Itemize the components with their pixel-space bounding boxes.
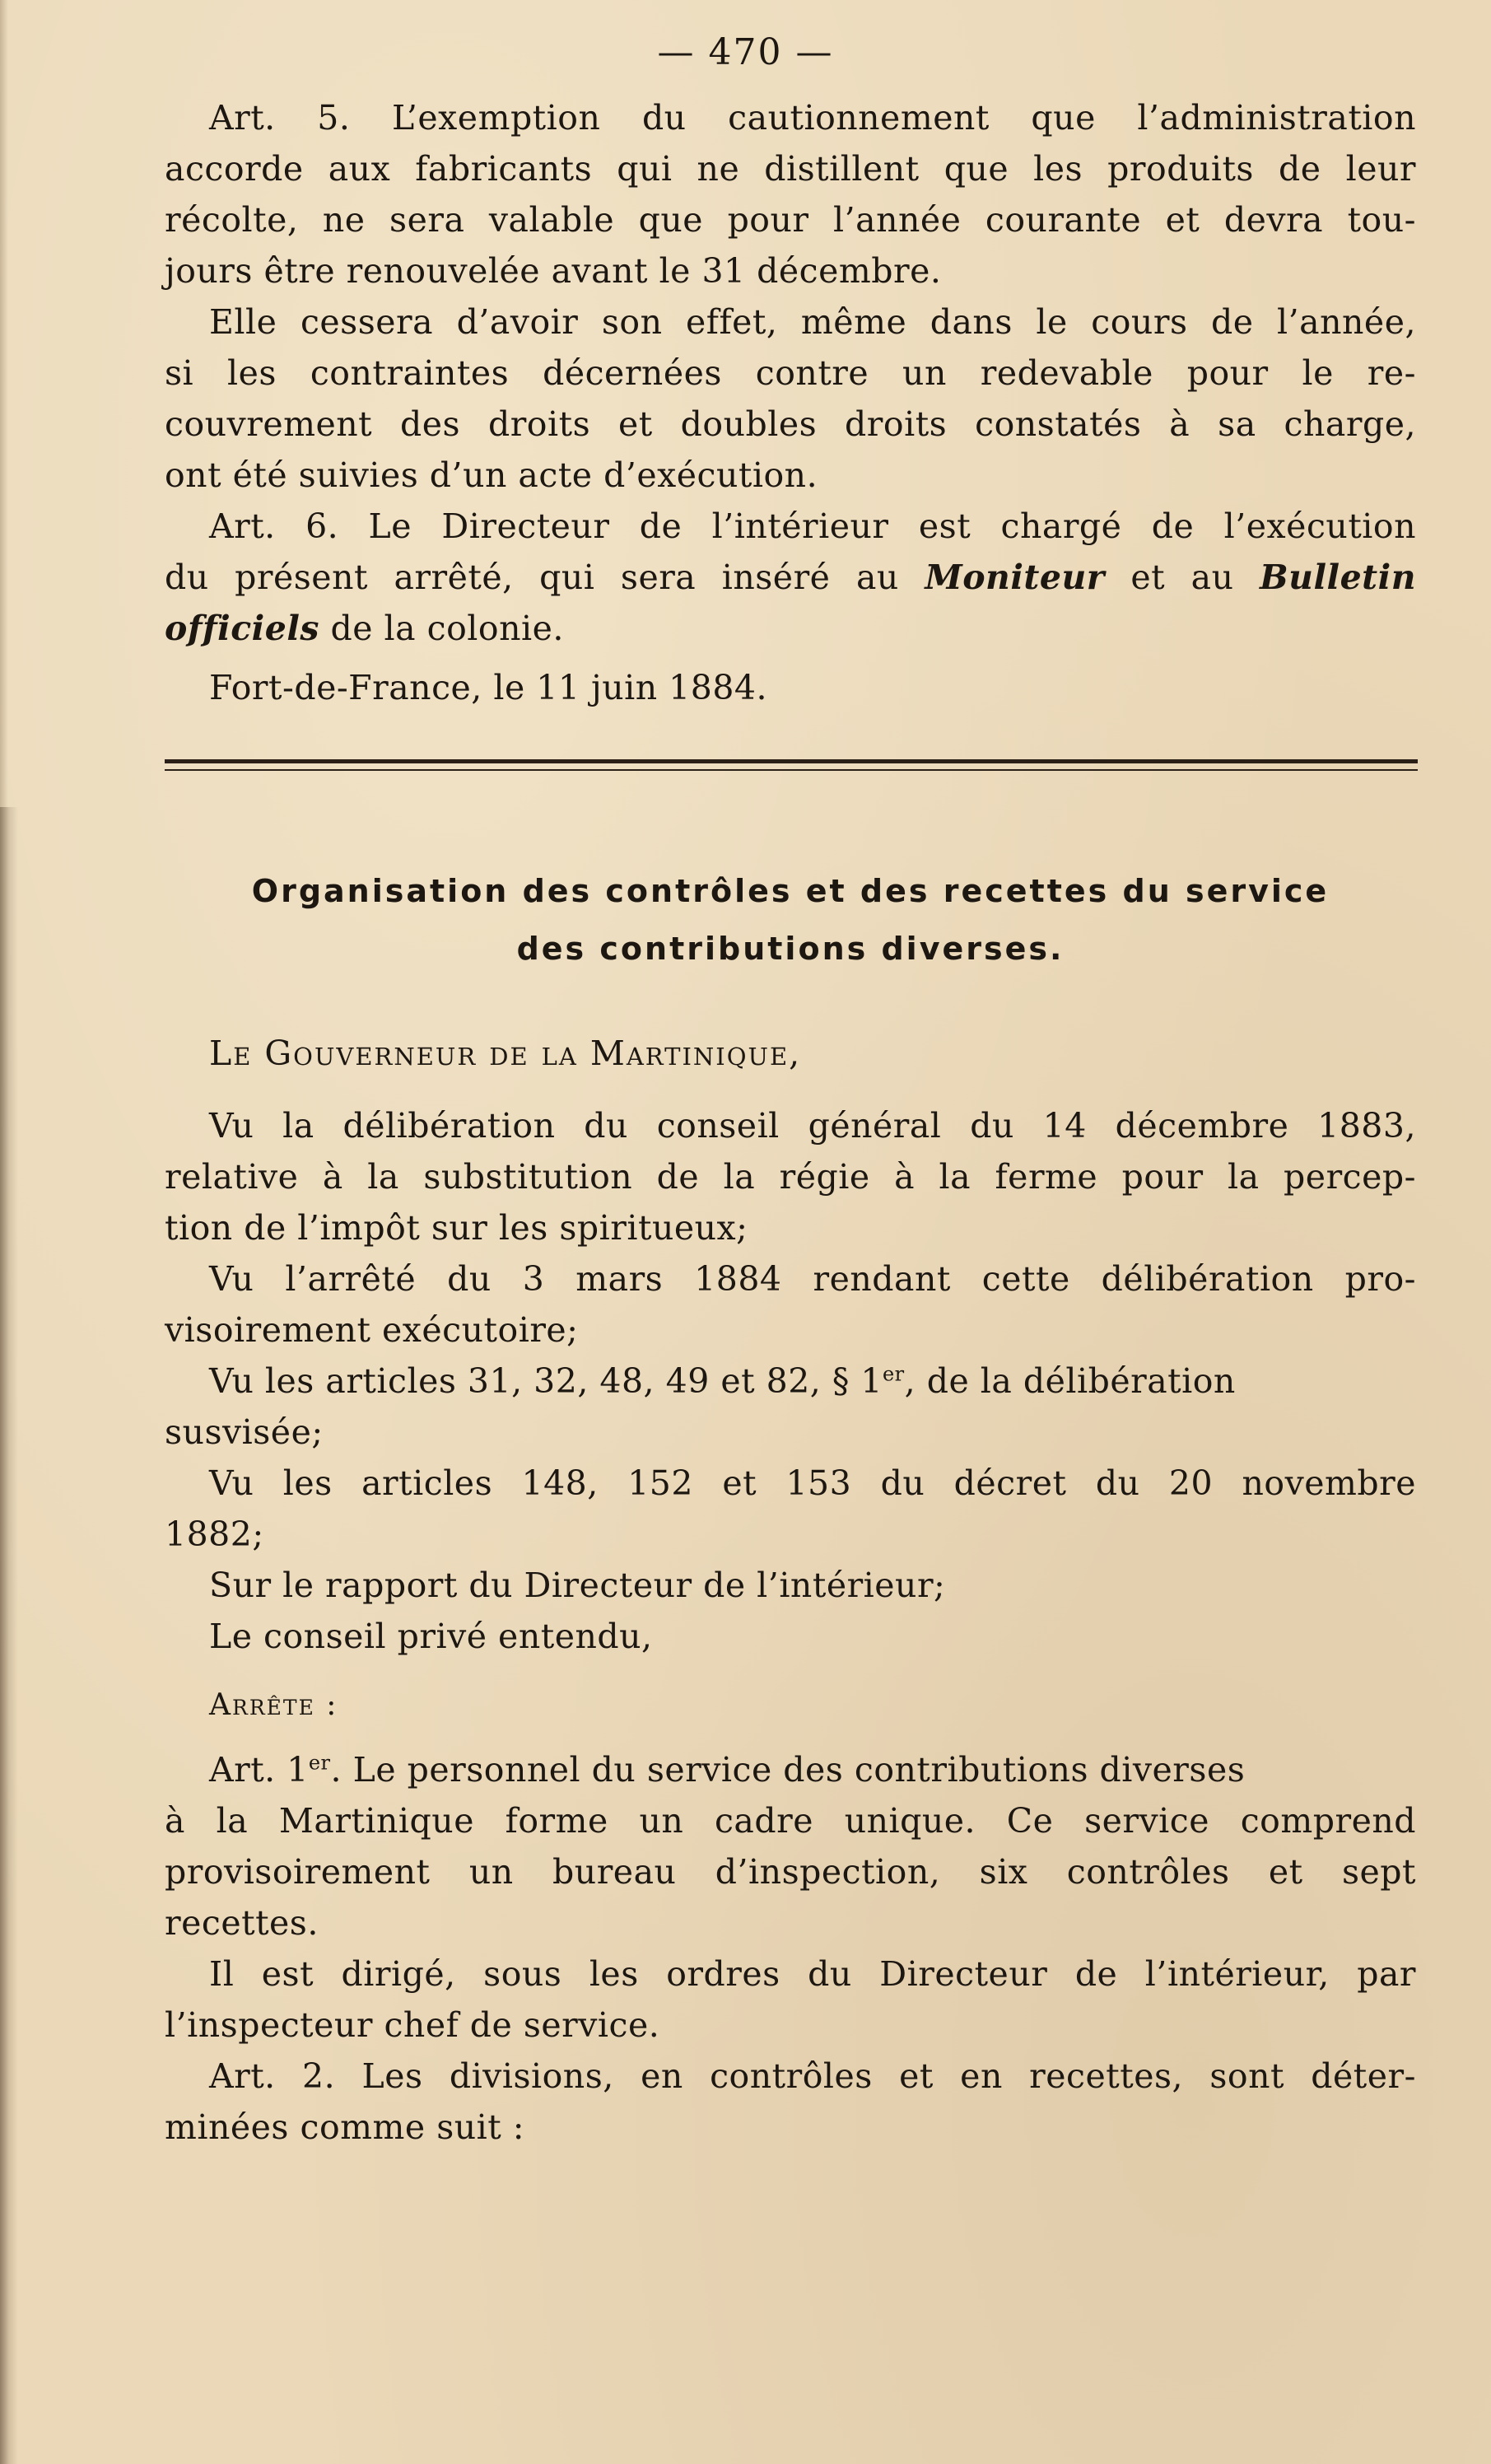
text-line: minées comme suit : (165, 2107, 525, 2147)
text-line-art1 (209, 1744, 1461, 1795)
text-fragment: Art. 1 (209, 1750, 309, 1790)
text-fragment: Vu les articles 31, 32, 48, 49 et 82, § 1 (209, 1361, 883, 1401)
text-line: Sur le rapport du Directeur de l’intérieur; (209, 1566, 946, 1605)
text-line: récolte, ne sera valable que pour l’année courante et devra tou- (165, 200, 1416, 240)
page-edge-shadow-top (0, 0, 8, 807)
page-edge-shadow (0, 807, 18, 2464)
moniteur-title: Moniteur (925, 558, 1105, 597)
text-line-articles (209, 1356, 1461, 1407)
text-line: susvisée; (165, 1412, 324, 1452)
bulletin-title: Bulletin (1259, 558, 1417, 597)
text-line: Le conseil privé entendu, (209, 1617, 653, 1656)
signoff: Fort-de-France, le 11 juin 1884. (209, 668, 768, 707)
text-line: Elle cessera d’avoir son effet, même dans le cours de l’année, (209, 302, 1416, 342)
text-line: tion de l’impôt sur les spiritueux; (165, 1208, 748, 1248)
text-line (165, 603, 1416, 654)
officiels-word: officiels (165, 609, 319, 648)
text-line: 1882; (165, 1514, 264, 1554)
superscript: er (882, 1362, 905, 1386)
arrete-heading: Arrête : (209, 1688, 338, 1722)
text-fragment: . Le personnel du service des contributions diverses (330, 1750, 1246, 1790)
text-fragment: , de la délibération (904, 1361, 1236, 1401)
text-line: Vu les articles 148, 152 et 153 du décret du 20 novembre (209, 1463, 1416, 1503)
text-line: Art. 6. Le Directeur de l’intérieur est chargé de l’exécution (209, 506, 1416, 546)
governor-heading: Le Gouverneur de la Martinique, (209, 1034, 802, 1073)
text-line: Art. 5. L’exemption du cautionnement que l’administration (209, 98, 1416, 138)
section-title-line2: des contributions diverses. (516, 931, 1065, 967)
text-line: ont été suivies d’un acte d’exécution. (165, 455, 818, 495)
text-line: accorde aux fabricants qui ne distillent que les produits de leur (165, 149, 1416, 189)
page-number: — 470 — (657, 31, 834, 73)
text-fragment: et au (1104, 558, 1260, 597)
separator-rule-thin (165, 769, 1418, 771)
text-line: provisoirement un bureau d’inspection, six contrôles et sept (165, 1852, 1416, 1892)
text-line: couvrement des droits et doubles droits constatés à sa charge, (165, 404, 1416, 444)
text-line: Vu l’arrêté du 3 mars 1884 rendant cette délibération pro- (209, 1259, 1416, 1299)
text-line: recettes. (165, 1903, 319, 1943)
text-line: Vu la délibération du conseil général du 14 décembre 1883, (209, 1106, 1416, 1146)
text-line: jours être renouvelée avant le 31 décembre. (165, 251, 942, 291)
text-line: à la Martinique forme un cadre unique. Ce service comprend (165, 1801, 1416, 1841)
text-line: Il est dirigé, sous les ordres du Directeur de l’intérieur, par (209, 1954, 1416, 1994)
separator-rule-thick (165, 759, 1418, 763)
section-title-line1: Organisation des contrôles et des recettes du service (251, 873, 1330, 909)
text-line: si les contraintes décernées contre un redevable pour le re- (165, 353, 1416, 393)
text-fragment: du présent arrêté, qui sera inséré au (165, 558, 899, 597)
superscript: er (308, 1751, 331, 1775)
text-line-moniteur (165, 552, 1416, 603)
text-line: visoirement exécutoire; (165, 1310, 579, 1350)
text-fragment: de la colonie. (319, 609, 564, 648)
text-line: l’inspecteur chef de service. (165, 2005, 660, 2045)
text-line: Art. 2. Les divisions, en contrôles et en recettes, sont déter- (209, 2056, 1416, 2096)
text-line: relative à la substitution de la régie à la ferme pour la percep- (165, 1157, 1416, 1197)
